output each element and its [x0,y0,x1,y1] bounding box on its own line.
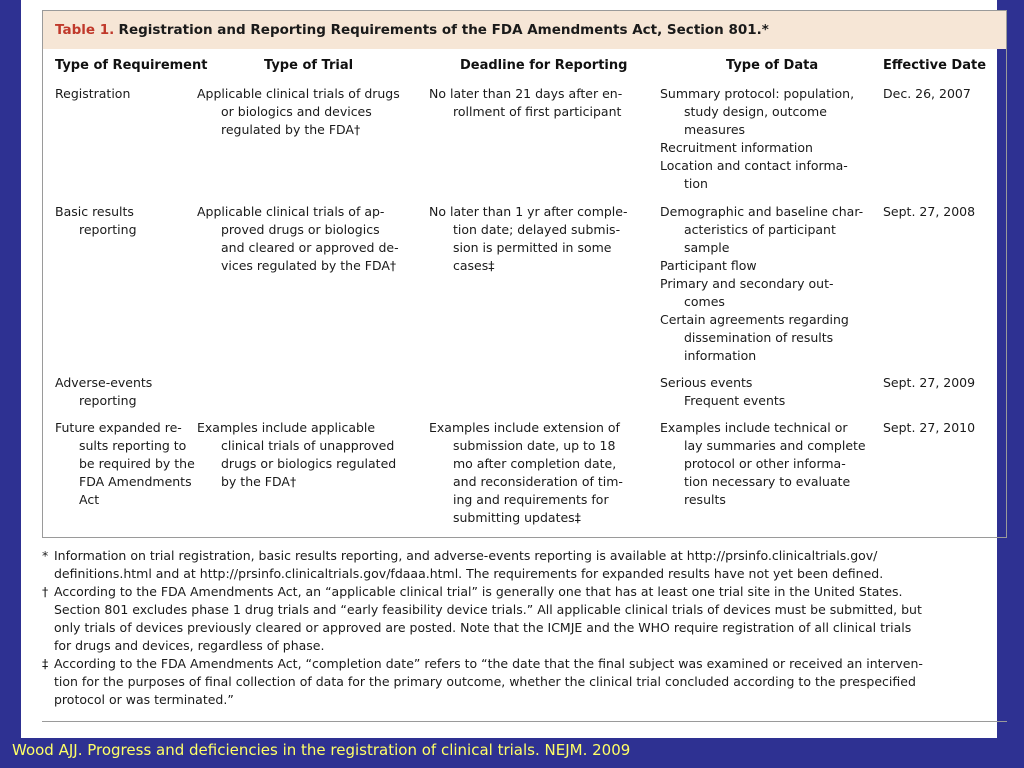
row-4-deadline: Examples include extension of submission date, up to 18 mo after completion date, and reconsideration of tim- ing and requirements for submitting updates‡ [429,420,623,525]
row-4-date: Sept. 27, 2010 [883,420,976,435]
row-3-date: Sept. 27, 2009 [883,375,976,390]
table-footnotes [42,547,997,709]
row-1-data: Summary protocol: population, study design, outcome measures Recruitment information Location and contact informa- tion [660,86,855,191]
header-type-of-requirement: Type of Requirement [55,58,208,73]
row-3-data: Serious events Frequent events [660,375,786,408]
row-1-deadline: No later than 21 days after en- rollment of first participant [429,86,623,119]
row-2-trial: Applicable clinical trials of ap- proved drugs or biologics and cleared or approved de- vices regulated by the FDA† [197,204,399,273]
header-effective-date: Effective Date [883,58,987,73]
row-1-date: Dec. 26, 2007 [883,86,971,101]
row-4-data: Examples include technical or lay summaries and complete protocol or other informa- tion necessary to evaluate results [660,420,866,507]
header-type-of-trial: Type of Trial [264,58,354,73]
footnote-asterisk: * Information on trial registration, basic results reporting, and adverse-events reporting is available at http://prsinfo.clinicaltrials.gov/ definitions.html and at http://prsinfo.clinicaltrials.gov/fdaaa.html. The requirements for expanded results have not yet been defined. [42,548,884,581]
table-title: Registration and Reporting Requirements of the FDA Amendments Act, Section 801.* [118,22,769,38]
row-4-trial: Examples include applicable clinical trials of unapproved drugs or biologics regulated by the FDA† [197,420,397,489]
row-2-date: Sept. 27, 2008 [883,204,976,219]
row-1-trial: Applicable clinical trials of drugs or biologics and devices regulated by the FDA† [197,86,400,137]
footnote-symbol: * [42,548,49,563]
bottom-divider [42,721,1007,722]
row-1-requirement: Registration [55,86,131,101]
header-deadline-for-reporting: Deadline for Reporting [460,58,628,73]
footnote-dagger: † According to the FDA Amendments Act, an “applicable clinical trial” is generally one that has at least one trial site in the United States. Section 801 excludes phase 1 drug trials and “early feasibility device trials.” All applicable clinical trials of devices must be submitted, but only trials of devices previously cleared or approved are posted. Note that the ICMJE and the WHO require registration of all clinical trials for drugs and devices, regardless of phase. [42,584,922,653]
table-label: Table 1. [55,22,115,38]
table-title-bar [43,11,1006,49]
row-2-deadline: No later than 1 yr after comple- tion date; delayed submis- sion is permitted in some cases‡ [429,204,628,273]
row-4-requirement: Future expanded re- sults reporting to be required by the FDA Amendments Act [55,420,195,507]
footnote-symbol: † [42,584,49,599]
footnote-symbol: ‡ [42,656,49,671]
requirements-table [42,10,1007,538]
header-type-of-data: Type of Data [726,58,819,73]
row-2-data: Demographic and baseline char- acteristics of participant sample Participant flow Primary and secondary out- comes Certain agreements regarding dissemination of results information [660,204,864,363]
row-2-requirement: Basic results reporting [55,204,137,237]
row-3-requirement: Adverse-events reporting [55,375,153,408]
citation: Wood AJJ. Progress and deficiencies in the registration of clinical trials. NEJM. 2009 [12,741,631,759]
slide-page [21,0,997,738]
footnote-double-dagger: ‡ According to the FDA Amendments Act, “completion date” refers to “the date that the final subject was examined or received an interven- tion for the purposes of final collection of data for the primary outcome, whether the clinical trial concluded according to the prespecified protocol or was terminated.” [42,656,923,707]
